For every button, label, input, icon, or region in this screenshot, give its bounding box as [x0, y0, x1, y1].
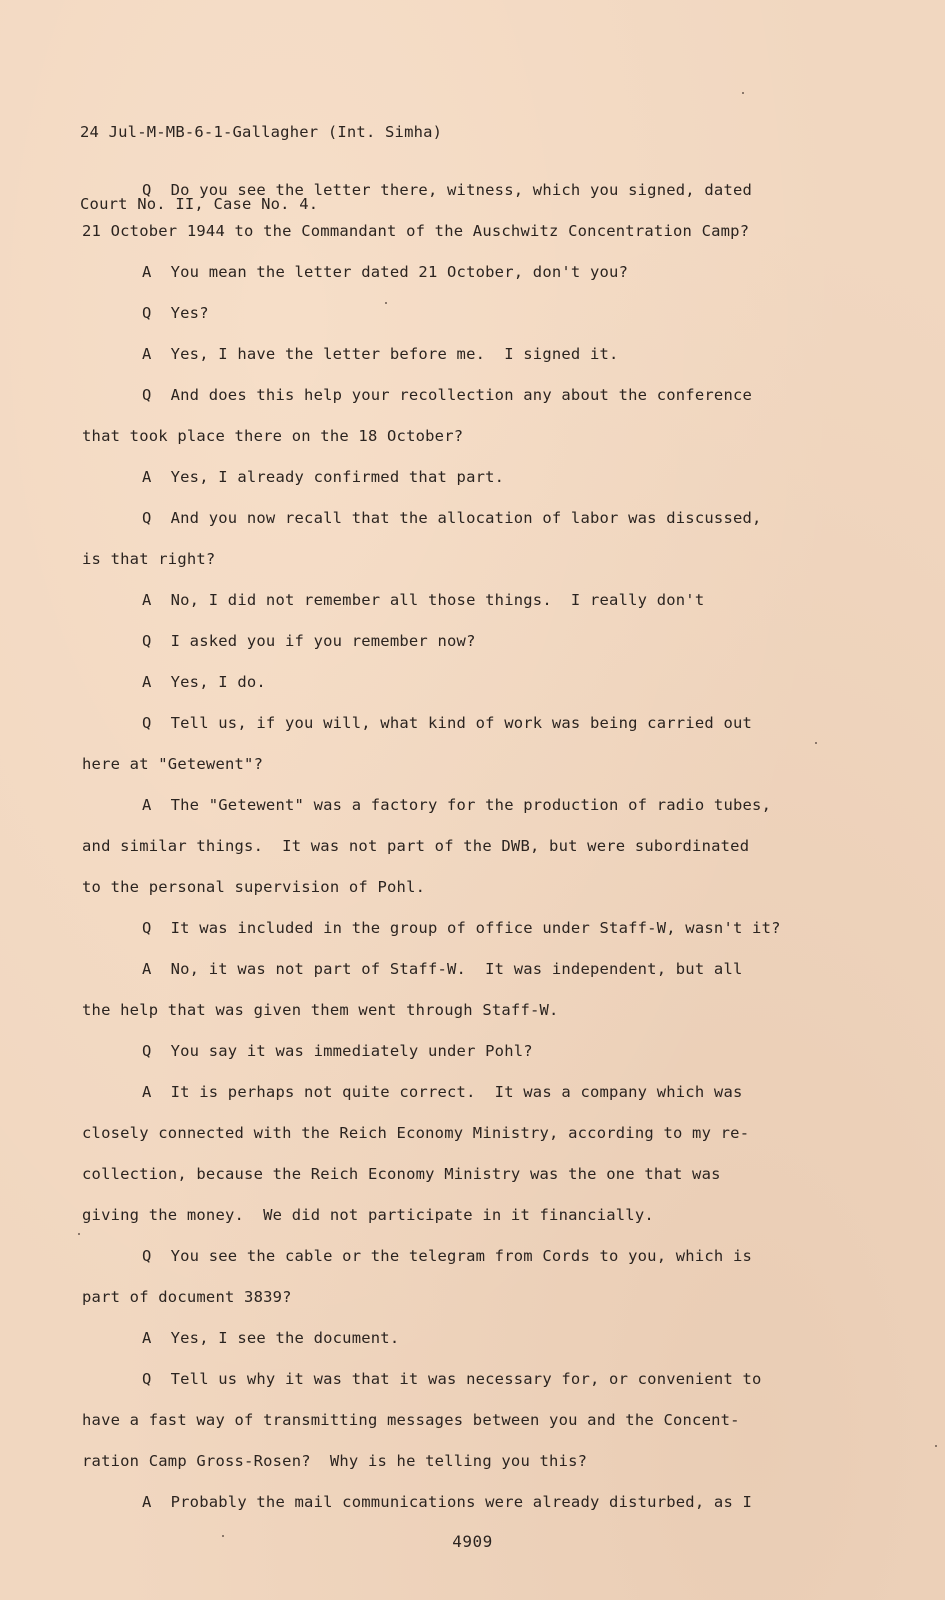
transcript-line: A It is perhaps not quite correct. It was a company which was [142, 1083, 743, 1101]
transcript-line: the help that was given them went through Staff-W. [82, 1001, 559, 1019]
transcript-line: here at "Getewent"? [82, 755, 264, 773]
page-number: 4909 [452, 1532, 493, 1551]
transcript-line: have a fast way of transmitting messages between you and the Concent- [82, 1411, 740, 1429]
transcript-line: is that right? [82, 550, 216, 568]
transcript-line: that took place there on the 18 October? [82, 427, 464, 445]
transcript-line: closely connected with the Reich Economy Ministry, according to my re- [82, 1124, 750, 1142]
transcript-line: A Yes, I already confirmed that part. [142, 468, 505, 486]
transcript-line: Q Do you see the letter there, witness, which you signed, dated [142, 181, 753, 199]
transcript-line: Q Tell us, if you will, what kind of work was being carried out [142, 714, 753, 732]
transcript-line: A You mean the letter dated 21 October, don't you? [142, 263, 629, 281]
transcript-line: Q You see the cable or the telegram from Cords to you, which is [142, 1247, 753, 1265]
transcript-line: Q Yes? [142, 304, 209, 322]
transcript-line: giving the money. We did not participate in it financially. [82, 1206, 654, 1224]
transcript-line: Q You say it was immediately under Pohl? [142, 1042, 533, 1060]
header-line-2: Court No. II, Case No. 4. [80, 195, 319, 213]
transcript-line: part of document 3839? [82, 1288, 292, 1306]
transcript-line: A No, I did not remember all those things. I really don't [142, 591, 705, 609]
paper-speck [935, 1445, 937, 1447]
transcript-line: Q It was included in the group of office under Staff-W, wasn't it? [142, 919, 781, 937]
paper-speck [815, 742, 817, 744]
paper-speck [385, 302, 387, 304]
paper-speck [78, 1233, 80, 1235]
paper-speck [742, 92, 744, 94]
transcript-line: and similar things. It was not part of the DWB, but were subordinated [82, 837, 750, 855]
paper-speck [222, 1535, 224, 1537]
transcript-line: 21 October 1944 to the Commandant of the Auschwitz Concentration Camp? [82, 222, 750, 240]
transcript-line: Q Tell us why it was that it was necessary for, or convenient to [142, 1370, 762, 1388]
transcript-line: Q And does this help your recollection any about the conference [142, 386, 753, 404]
transcript-line: A Yes, I do. [142, 673, 266, 691]
transcript-line: A Yes, I see the document. [142, 1329, 400, 1347]
transcript-body [82, 170, 842, 1523]
header-line-1: 24 Jul-M-MB-6-1-Gallagher (Int. Simha) [80, 123, 443, 141]
transcript-line: to the personal supervision of Pohl. [82, 878, 426, 896]
transcript-line: A Yes, I have the letter before me. I signed it. [142, 345, 619, 363]
transcript-line: A Probably the mail communications were already disturbed, as I [142, 1493, 753, 1511]
transcript-line: Q I asked you if you remember now? [142, 632, 476, 650]
transcript-line: Q And you now recall that the allocation of labor was discussed, [142, 509, 762, 527]
transcript-line: A The "Getewent" was a factory for the production of radio tubes, [142, 796, 772, 814]
transcript-line: A No, it was not part of Staff-W. It was independent, but all [142, 960, 743, 978]
transcript-line: collection, because the Reich Economy Ministry was the one that was [82, 1165, 721, 1183]
transcript-line: ration Camp Gross-Rosen? Why is he telling you this? [82, 1452, 588, 1470]
